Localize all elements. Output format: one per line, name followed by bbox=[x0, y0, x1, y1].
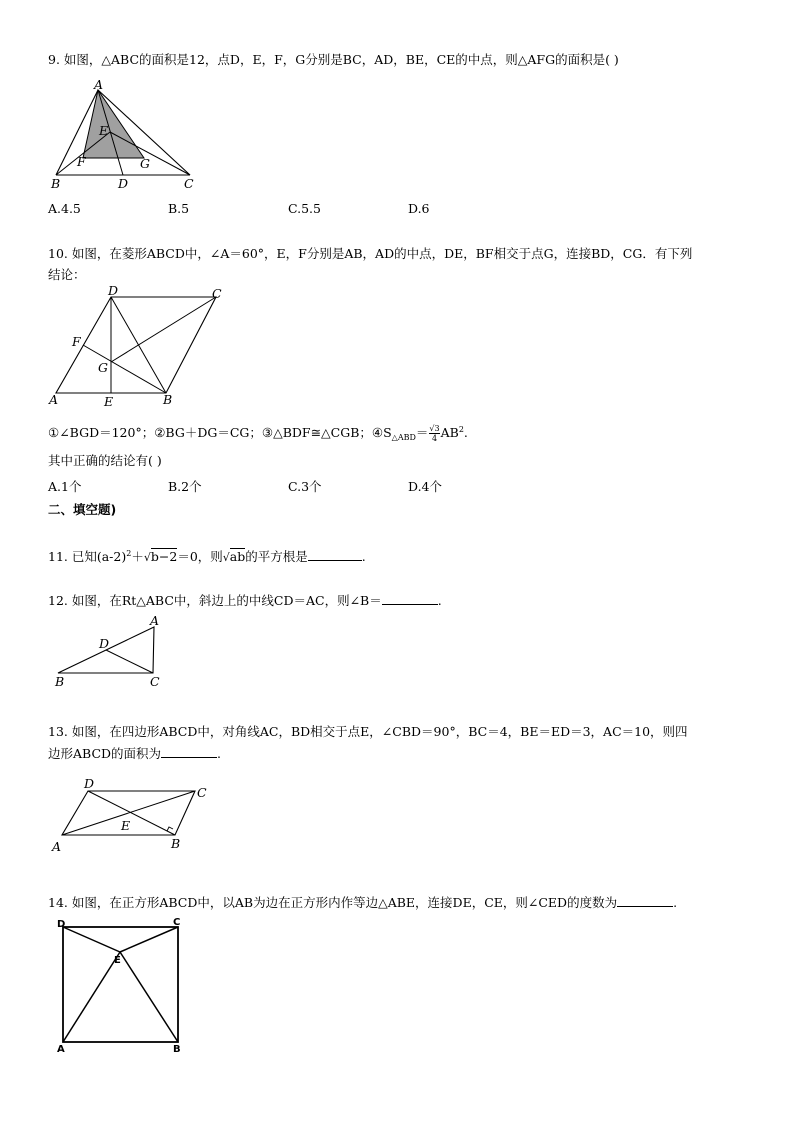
q13-diagonal-bd bbox=[88, 791, 175, 835]
q9-label-g: G bbox=[140, 156, 150, 171]
q10-option-c: C.3个 bbox=[288, 479, 322, 494]
q11-text bbox=[48, 546, 366, 566]
q11-sqrt-icon: √ bbox=[143, 551, 151, 565]
q10-label-a: A bbox=[49, 392, 59, 407]
q12-label-c: C bbox=[150, 674, 160, 689]
q12-answer-blank bbox=[382, 593, 438, 605]
q9-triangle-figure bbox=[48, 77, 208, 192]
q13-stem-end: 边形ABCD的面积为 bbox=[48, 746, 162, 761]
q13-label-c: C bbox=[197, 785, 207, 800]
q10-text-line1: 10. 如图，在菱形ABCD中，∠A＝60°，E，F分别是AB，AD的中点，DE，BF相交于点G，连接BD，CG．有下列 bbox=[48, 246, 693, 261]
q9-option-a: A.4.5 bbox=[48, 201, 81, 216]
q14-stem: 14. 如图，在正方形ABCD中，以AB为边在正方形内作等边△ABE，连接DE，CE，则∠CED的度数为 bbox=[48, 895, 618, 910]
q9-text: 9. 如图，△ABC的面积是12，点D，E，F，G分别是BC，AD，BE，CE的中点，则△AFG的面积是( ) bbox=[48, 52, 619, 67]
q13-label-b: B bbox=[171, 836, 181, 851]
q13-right-angle-mark bbox=[167, 827, 173, 831]
q11-pre: 11. 已知(a-2) bbox=[48, 549, 127, 565]
q11-plus: ＋ bbox=[131, 549, 144, 565]
q10-label-e: E bbox=[104, 394, 114, 409]
q13-quadrilateral-figure bbox=[48, 774, 218, 854]
q10-conclusion-subscript: △ABD bbox=[391, 433, 416, 443]
q10-segment-cg bbox=[111, 297, 216, 362]
q14-label-e: E bbox=[114, 955, 121, 966]
q12-label-d: D bbox=[99, 636, 110, 651]
q10-option-d: D.4个 bbox=[408, 479, 443, 494]
q13-label-e: E bbox=[121, 818, 131, 833]
q11-sup: 2 bbox=[126, 549, 132, 558]
q12-text bbox=[48, 593, 442, 609]
q10-conclusions bbox=[48, 422, 468, 443]
q14-label-d: D bbox=[57, 919, 66, 930]
q10-conclusions-main: ①∠BGD＝120°；②BG＋DG＝CG；③△BDF≅△CGB；④S bbox=[48, 425, 392, 441]
q10-label-g: G bbox=[98, 360, 108, 375]
q13-label-d: D bbox=[84, 776, 95, 791]
q13-text-line1: 13. 如图，在四边形ABCD中，对角线AC，BD相交于点E，∠CBD＝90°，BC＝4，BE＝ED＝3，AC＝10，则四 bbox=[48, 724, 688, 739]
q11-end: . bbox=[361, 549, 366, 565]
q14-segment-be bbox=[120, 952, 178, 1042]
q10-fraction-denominator: 4 bbox=[431, 434, 438, 444]
q13-label-a: A bbox=[52, 839, 62, 854]
q11-eq: ＝0，则 bbox=[177, 549, 223, 565]
q9-label-d: D bbox=[118, 176, 129, 191]
q10-text-line2: 结论： bbox=[48, 267, 86, 282]
q14-end: . bbox=[673, 895, 678, 910]
q10-conclusion-eq: ＝ bbox=[415, 425, 429, 441]
q14-label-a: A bbox=[57, 1044, 65, 1055]
q9-label-e: E bbox=[99, 123, 109, 138]
q12-end: . bbox=[437, 593, 442, 608]
q10-segment-bf bbox=[83, 345, 166, 393]
q11-radicand-2: ab bbox=[229, 549, 246, 565]
q10-option-a: A.1个 bbox=[48, 479, 82, 494]
q9-label-f: F bbox=[77, 154, 86, 169]
q9-option-c: C.5.5 bbox=[288, 201, 321, 216]
q13-text-line2 bbox=[48, 746, 221, 762]
q9-label-c: C bbox=[184, 176, 194, 191]
q10-fraction bbox=[429, 424, 439, 443]
q13-end: . bbox=[217, 746, 222, 761]
q9-option-d: D.6 bbox=[408, 201, 430, 216]
q10-label-d: D bbox=[108, 283, 119, 298]
q12-right-triangle-figure bbox=[52, 614, 182, 689]
q12-median-cd bbox=[106, 650, 153, 673]
q9-label-b: B bbox=[51, 176, 61, 191]
q11-post: 的平方根是 bbox=[245, 549, 308, 565]
q9-option-b: B.5 bbox=[168, 201, 190, 216]
q9-label-a: A bbox=[94, 77, 104, 92]
q11-sqrt2-icon: √ bbox=[222, 551, 230, 565]
q12-label-a: A bbox=[150, 613, 160, 628]
q14-segment-de bbox=[63, 927, 120, 952]
q10-conclusion-tail-sup: 2 bbox=[458, 425, 464, 434]
q14-label-b: B bbox=[173, 1044, 181, 1055]
section-title-fill-in: 二、填空题) bbox=[48, 502, 117, 517]
q10-option-b: B.2个 bbox=[168, 479, 202, 494]
q10-label-c: C bbox=[212, 286, 222, 301]
q10-fraction-numerator: √3 bbox=[429, 424, 440, 434]
q14-square-abcd bbox=[63, 927, 178, 1042]
q14-label-c: C bbox=[173, 917, 181, 928]
q14-text bbox=[48, 895, 677, 911]
q10-question: 其中正确的结论有( ) bbox=[48, 453, 162, 468]
q14-square-figure bbox=[52, 915, 192, 1055]
q12-stem: 12. 如图，在Rt△ABC中，斜边上的中线CD＝AC，则∠B＝ bbox=[48, 593, 382, 608]
q10-conclusion-tail: AB bbox=[440, 425, 459, 441]
q11-answer-blank bbox=[308, 549, 362, 561]
q10-conclusion-tail-end: . bbox=[463, 425, 468, 441]
q10-label-b: B bbox=[163, 392, 173, 407]
q10-rhombus-figure bbox=[46, 282, 236, 407]
q14-segment-ae bbox=[63, 952, 120, 1042]
q10-label-f: F bbox=[72, 334, 81, 349]
q14-answer-blank bbox=[617, 895, 673, 907]
q12-label-b: B bbox=[55, 674, 65, 689]
q13-answer-blank bbox=[161, 746, 217, 758]
q14-segment-ce bbox=[120, 927, 178, 952]
q11-radicand-1: b−2 bbox=[150, 549, 178, 565]
